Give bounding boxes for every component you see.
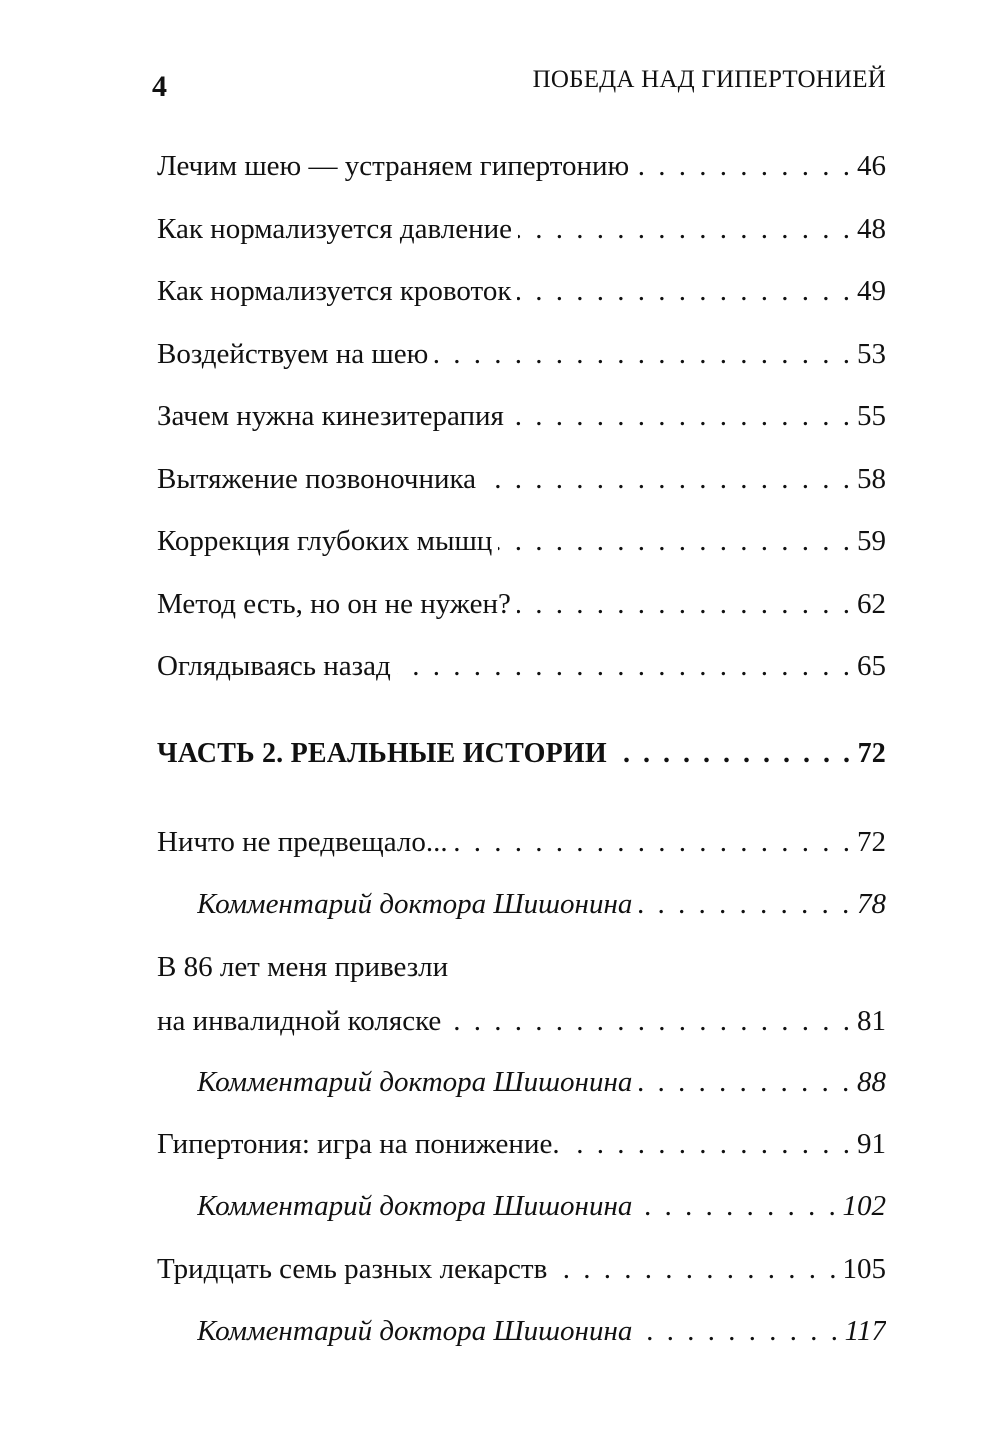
toc-entry-page: 105 <box>842 1253 886 1285</box>
dot-leader <box>510 400 850 433</box>
toc-entry-page: 81 <box>857 1005 886 1037</box>
toc-entry[interactable] <box>157 1128 886 1168</box>
toc-subentry[interactable] <box>197 1190 886 1230</box>
toc-entry-title: Лечим шею — устраняем гипертонию <box>157 150 630 182</box>
toc-entry[interactable] <box>157 650 886 690</box>
toc-entry-title: Метод есть, но он не нужен? <box>157 588 511 620</box>
toc-entry-page: 88 <box>857 1066 886 1098</box>
toc-entry-title: Ничто не предвещало... <box>157 826 448 858</box>
dot-leader <box>638 888 850 921</box>
dot-leader <box>638 1190 836 1223</box>
toc-entry-page: 102 <box>842 1190 886 1222</box>
dot-leader <box>518 213 850 246</box>
dot-leader <box>434 338 850 371</box>
toc-entry-page: 53 <box>857 338 886 370</box>
dot-leader <box>397 650 850 683</box>
toc-entry-page: 65 <box>857 650 886 682</box>
dot-leader <box>553 1253 836 1286</box>
dot-leader <box>482 463 850 496</box>
toc-part-title: ЧАСТЬ 2. РЕАЛЬНЫЕ ИСТОРИИ <box>157 738 607 769</box>
toc-entry-page: 72 <box>857 826 886 858</box>
toc-entry[interactable] <box>157 213 886 253</box>
dot-leader <box>566 1128 850 1161</box>
running-head <box>152 66 886 106</box>
toc-entry[interactable] <box>157 525 886 565</box>
toc-entry-page: 91 <box>857 1128 886 1160</box>
toc-entry-title: Воздействуем на шею <box>157 338 429 370</box>
toc-entry-first-line[interactable] <box>157 951 886 991</box>
toc-entry-title: Зачем нужна кинезитерапия <box>157 400 504 432</box>
toc-entry-title: Гипертония: игра на понижение. <box>157 1128 560 1160</box>
toc-entry-title: Как нормализуется кровоток <box>157 275 512 307</box>
toc-entry-page: 62 <box>857 588 886 620</box>
toc-entry[interactable] <box>157 1005 886 1045</box>
dot-leader <box>454 826 850 859</box>
page-number: 4 <box>152 70 167 103</box>
toc-entry[interactable] <box>157 400 886 440</box>
toc-subentry[interactable] <box>197 1066 886 1106</box>
toc-subentry[interactable] <box>197 1315 886 1355</box>
dot-leader <box>613 738 850 770</box>
dot-leader <box>635 150 850 183</box>
dot-leader <box>447 1005 850 1038</box>
toc-subentry-title: Комментарий доктора Шишонина <box>197 1190 633 1222</box>
toc-entry[interactable] <box>157 463 886 503</box>
toc-entry-title: Тридцать семь разных лекарств <box>157 1253 548 1285</box>
toc-entry[interactable] <box>157 588 886 628</box>
toc-subentry-title: Комментарий доктора Шишонина <box>197 1315 633 1347</box>
toc-entry-page: 59 <box>857 525 886 557</box>
dot-leader <box>517 588 850 621</box>
toc-entry-page: 55 <box>857 400 886 432</box>
toc-entry-title: на инвалидной коляске <box>157 1005 442 1037</box>
toc-entry-title: В 86 лет меня привезли <box>157 951 449 983</box>
toc-part-heading[interactable] <box>157 738 886 778</box>
toc-entry-page: 72 <box>857 738 886 769</box>
toc-entry[interactable] <box>157 338 886 378</box>
toc-subentry-title: Комментарий доктора Шишонина <box>197 1066 633 1098</box>
toc-entry[interactable] <box>157 826 886 866</box>
book-title: ПОБЕДА НАД ГИПЕРТОНИЕЙ <box>532 66 886 93</box>
toc-entry-title: Как нормализуется давление <box>157 213 513 245</box>
dot-leader <box>638 1066 850 1099</box>
toc-entry-page: 48 <box>857 213 886 245</box>
toc-entry-title: Коррекция глубоких мышц <box>157 525 493 557</box>
toc-entry-page: 78 <box>857 888 886 920</box>
toc-entry-page: 58 <box>857 463 886 495</box>
dot-leader <box>517 275 850 308</box>
toc-entry-title: Оглядываясь назад <box>157 650 391 682</box>
toc-subentry[interactable] <box>197 888 886 928</box>
toc-entry[interactable] <box>157 1253 886 1293</box>
toc-entry-title: Вытяжение позвоночника <box>157 463 477 495</box>
toc-entry-page: 117 <box>844 1315 886 1347</box>
toc-entry[interactable] <box>157 150 886 190</box>
toc-entry-page: 49 <box>857 275 886 307</box>
dot-leader <box>498 525 850 558</box>
toc-entry[interactable] <box>157 275 886 315</box>
toc-subentry-title: Комментарий доктора Шишонина <box>197 888 633 920</box>
dot-leader <box>638 1315 838 1348</box>
toc-entry-page: 46 <box>857 150 886 182</box>
